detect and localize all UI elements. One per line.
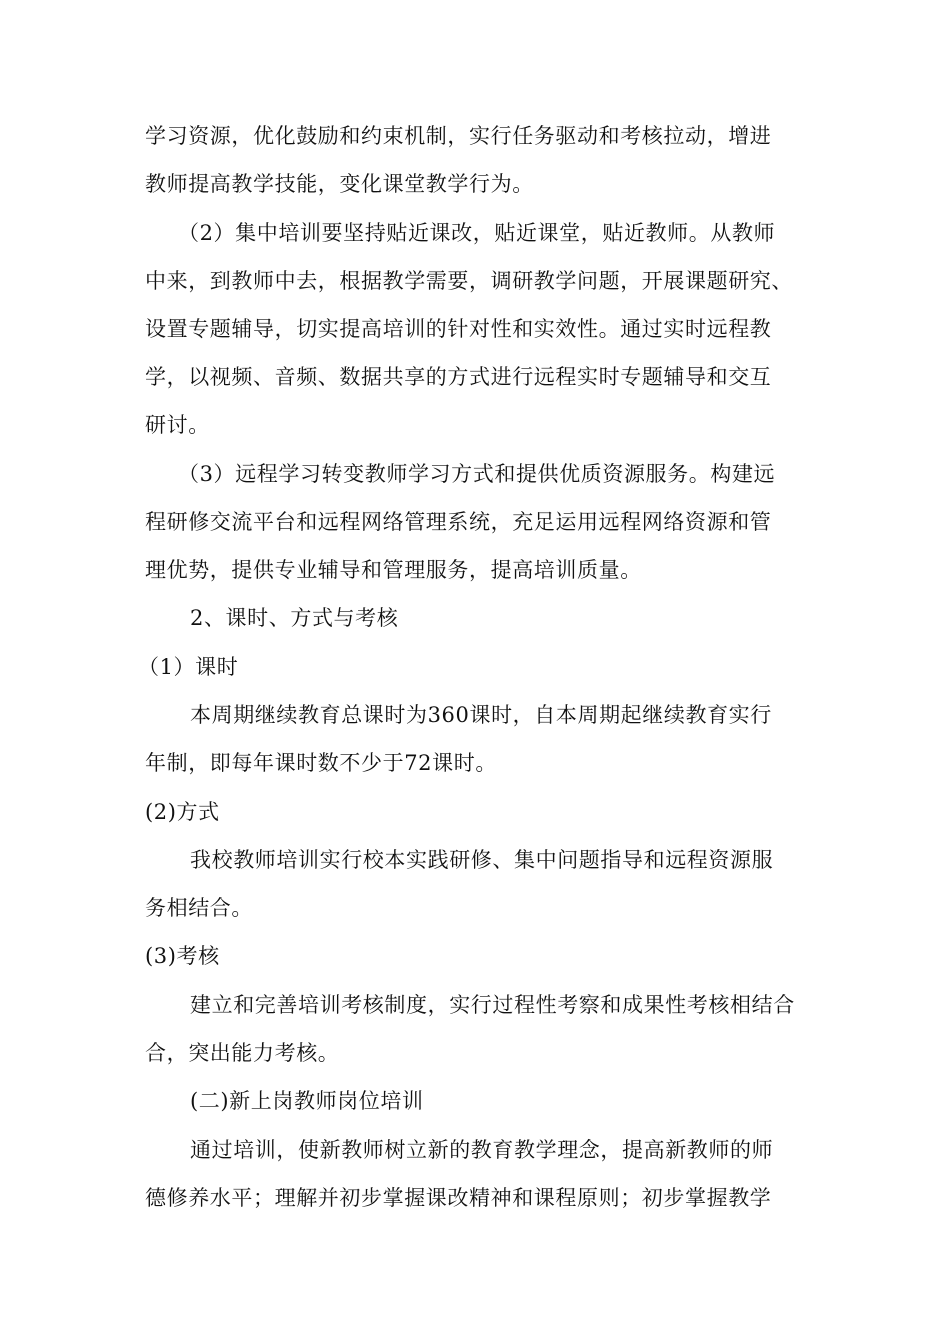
subsection-heading: (3)考核 — [145, 944, 220, 968]
text-line: 学，以视频、音频、数据共享的方式进行远程实时专题辅导和交互 — [145, 365, 772, 389]
text-line: （3）远程学习转变教师学习方式和提供优质资源服务。构建远 — [178, 462, 776, 486]
section-heading: (二)新上岗教师岗位培训 — [190, 1089, 424, 1113]
text-line: 教师提高教学技能，变化课堂教学行为。 — [145, 172, 534, 196]
text-line: 建立和完善培训考核制度，实行过程性考察和成果性考核相结合 — [190, 993, 795, 1017]
text-line: 我校教师培训实行校本实践研修、集中问题指导和远程资源服 — [190, 848, 774, 872]
text-line: 本周期继续教育总课时为360课时，自本周期起继续教育实行 — [190, 703, 772, 727]
text-line: 学习资源，优化鼓励和约束机制，实行任务驱动和考核拉动，增进 — [145, 124, 772, 148]
text-line: 设置专题辅导，切实提高培训的针对性和实效性。通过实时远程教 — [145, 317, 772, 341]
text-line: 通过培训，使新教师树立新的教育教学理念，提高新教师的师 — [190, 1138, 774, 1162]
text-line: 理优势，提供专业辅导和管理服务，提高培训质量。 — [145, 558, 642, 582]
text-line: （2）集中培训要坚持贴近课改，贴近课堂，贴近教师。从教师 — [178, 221, 776, 245]
text-line: 中来，到教师中去，根据教学需要，调研教学问题，开展课题研究、 — [145, 269, 793, 293]
text-line: 年制，即每年课时数不少于72课时。 — [145, 751, 497, 775]
text-line: 务相结合。 — [145, 896, 253, 920]
text-line: 德修养水平；理解并初步掌握课改精神和课程原则；初步掌握教学 — [145, 1186, 772, 1210]
text-line: 合，突出能力考核。 — [145, 1041, 340, 1065]
section-heading: 2、课时、方式与考核 — [190, 606, 399, 630]
text-line: 研讨。 — [145, 413, 210, 437]
subsection-heading: （1）课时 — [138, 655, 239, 679]
text-line: 程研修交流平台和远程网络管理系统，充足运用远程网络资源和管 — [145, 510, 772, 534]
subsection-heading: (2)方式 — [145, 800, 220, 824]
